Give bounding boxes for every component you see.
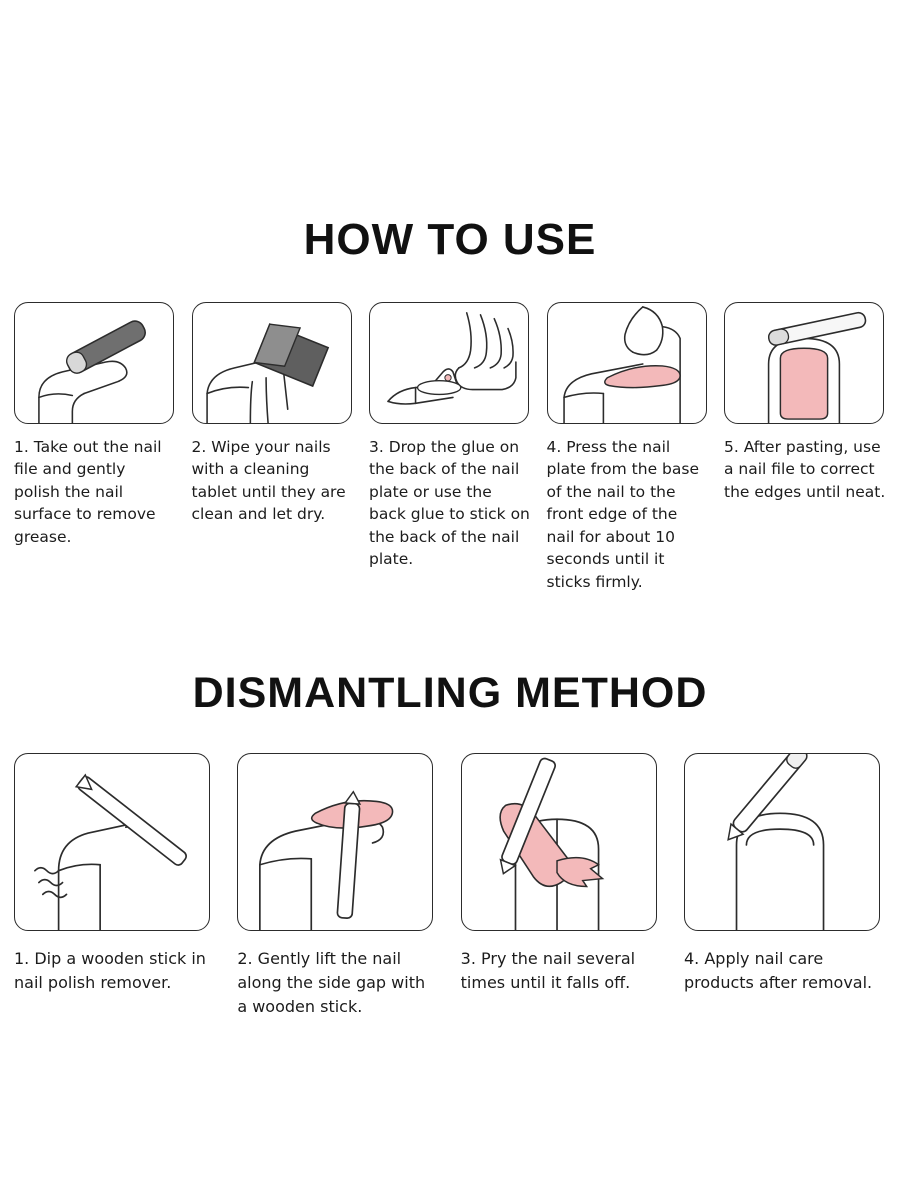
dismantling-method-heading: DISMANTLING METHOD bbox=[192, 668, 708, 717]
cleaning-wipe-on-nail-illustration bbox=[192, 302, 352, 424]
step-item bbox=[369, 302, 531, 593]
step-caption: 1. Dip a wooden stick in nail polish remover. bbox=[14, 949, 206, 992]
step-item bbox=[14, 753, 216, 1019]
step-caption: 3. Pry the nail several times until it falls off. bbox=[460, 949, 636, 992]
nail-file-polishing-nail-illustration bbox=[14, 302, 174, 424]
step-caption: 4. Press the nail plate from the base of the nail to the front edge of the nail for about 10 seconds until it sticks firmly. bbox=[546, 438, 699, 591]
applying-nail-care-product-illustration bbox=[684, 753, 880, 931]
step-caption: 4. Apply nail care products after removal. bbox=[683, 949, 873, 992]
step-caption: 3. Drop the glue on the back of the nail plate or use the back glue to stick on the back of the nail plate. bbox=[369, 438, 530, 569]
wooden-stick-in-remover-bottle-illustration bbox=[14, 753, 210, 931]
how-to-use-steps-row bbox=[14, 302, 886, 593]
step-item bbox=[724, 302, 886, 593]
step-caption: 2. Wipe your nails with a cleaning tablet until they are clean and let dry. bbox=[191, 438, 346, 524]
prying-nail-off-illustration bbox=[461, 753, 657, 931]
step-caption: 1. Take out the nail file and gently polish the nail surface to remove grease. bbox=[14, 438, 162, 546]
how-to-use-heading: HOW TO USE bbox=[303, 215, 597, 265]
step-item bbox=[14, 302, 176, 593]
step-item bbox=[461, 753, 663, 1019]
step-item bbox=[237, 753, 439, 1019]
dismantling-steps-row bbox=[14, 753, 886, 1019]
filing-edges-illustration bbox=[724, 302, 884, 424]
step-item bbox=[547, 302, 709, 593]
step-item bbox=[684, 753, 886, 1019]
step-item bbox=[192, 302, 354, 593]
pressing-nail-plate-illustration bbox=[547, 302, 707, 424]
lifting-nail-with-stick-illustration bbox=[237, 753, 433, 931]
glue-drop-on-nail-plate-illustration bbox=[369, 302, 529, 424]
step-caption: 2. Gently lift the nail along the side gap with a wooden stick. bbox=[237, 949, 426, 1016]
step-caption: 5. After pasting, use a nail file to correct the edges until neat. bbox=[724, 438, 886, 501]
